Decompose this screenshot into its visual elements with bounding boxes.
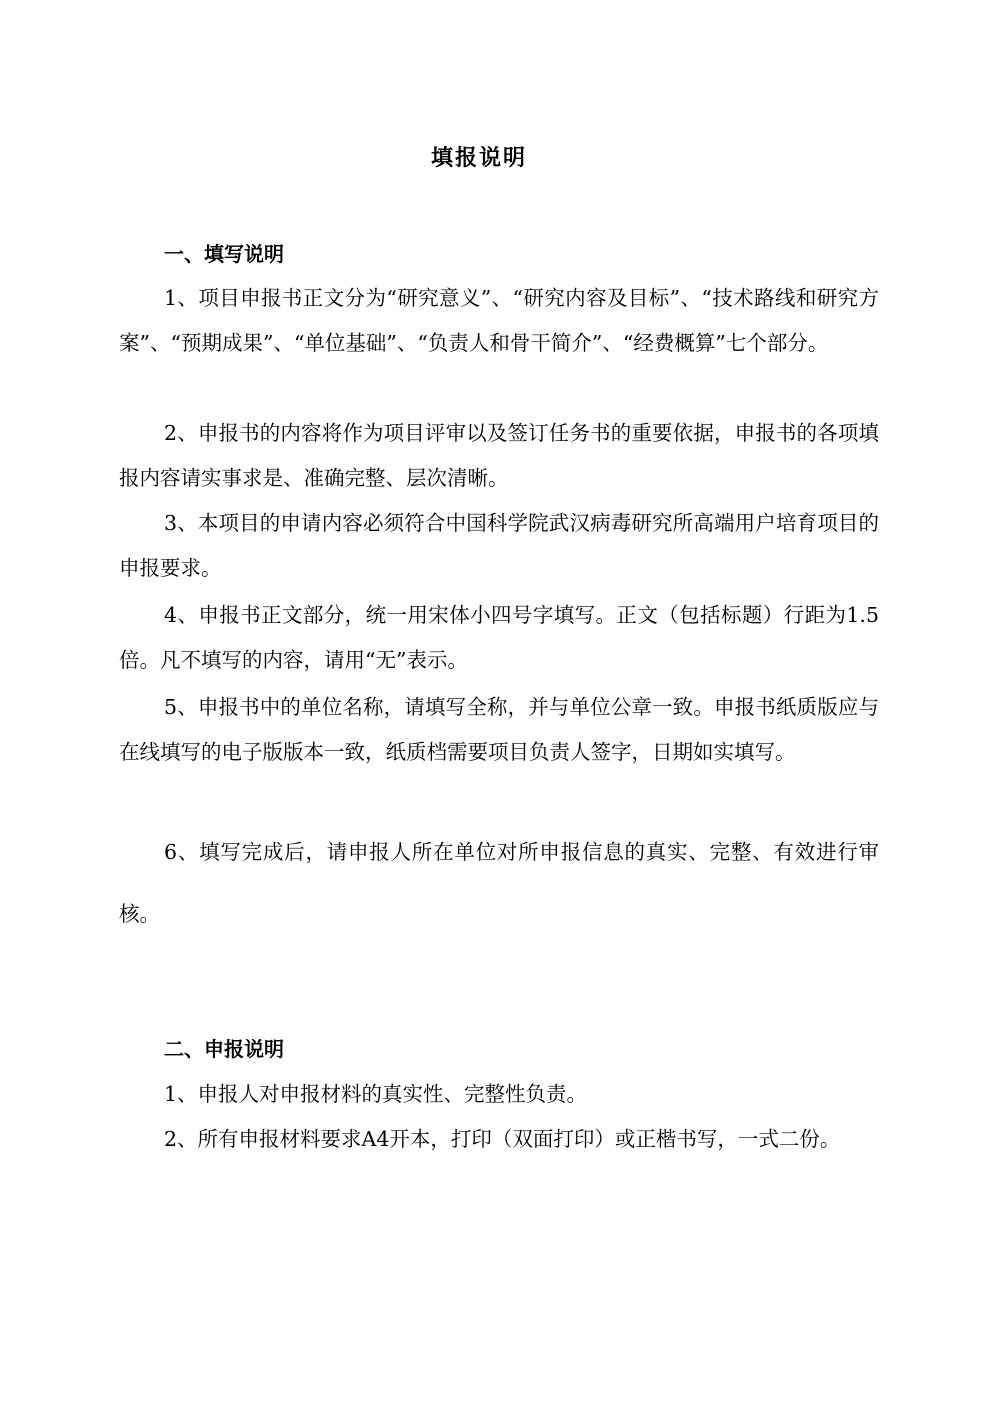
paragraph-item-5: 5、申报书中的单位名称，请填写全称，并与单位公章一致。申报书纸质版应与在线填写的电子版版本一致，纸质档需要项目负责人签字，日期如实填写。 — [119, 695, 879, 764]
paragraph-item-1: 1、项目申报书正文分为“研究意义”、“研究内容及目标”、“技术路线和研究方案”、“预期成果”、“单位基础”、“负责人和骨干简介”、“经费概算”七个部分。 — [119, 286, 879, 355]
paragraph-item-6: 6、填写完成后，请申报人所在单位对所申报信息的真实、完整、有效进行审核。 — [119, 840, 879, 926]
paragraph-item-2: 2、申报书的内容将作为项目评审以及签订任务书的重要依据，申报书的各项填报内容请实事求是、准确完整、层次清晰。 — [119, 421, 879, 490]
section-heading-filling: 一、填写说明 — [164, 242, 284, 266]
section-heading-application: 二、申报说明 — [164, 1037, 284, 1061]
paragraph-application-item-2: 2、所有申报材料要求A4开本，打印（双面打印）或正楷书写，一式二份。 — [164, 1127, 841, 1151]
paragraph-application-item-1: 1、申报人对申报材料的真实性、完整性负责。 — [164, 1082, 588, 1106]
paragraph-item-3: 3、本项目的申请内容必须符合中国科学院武汉病毒研究所高端用户培育项目的申报要求。 — [119, 511, 879, 580]
paragraph-item-4: 4、申报书正文部分，统一用宋体小四号字填写。正文（包括标题）行距为1.5倍。凡不填写的内容，请用“无”表示。 — [119, 603, 879, 672]
document-title: 填报说明 — [430, 146, 527, 171]
